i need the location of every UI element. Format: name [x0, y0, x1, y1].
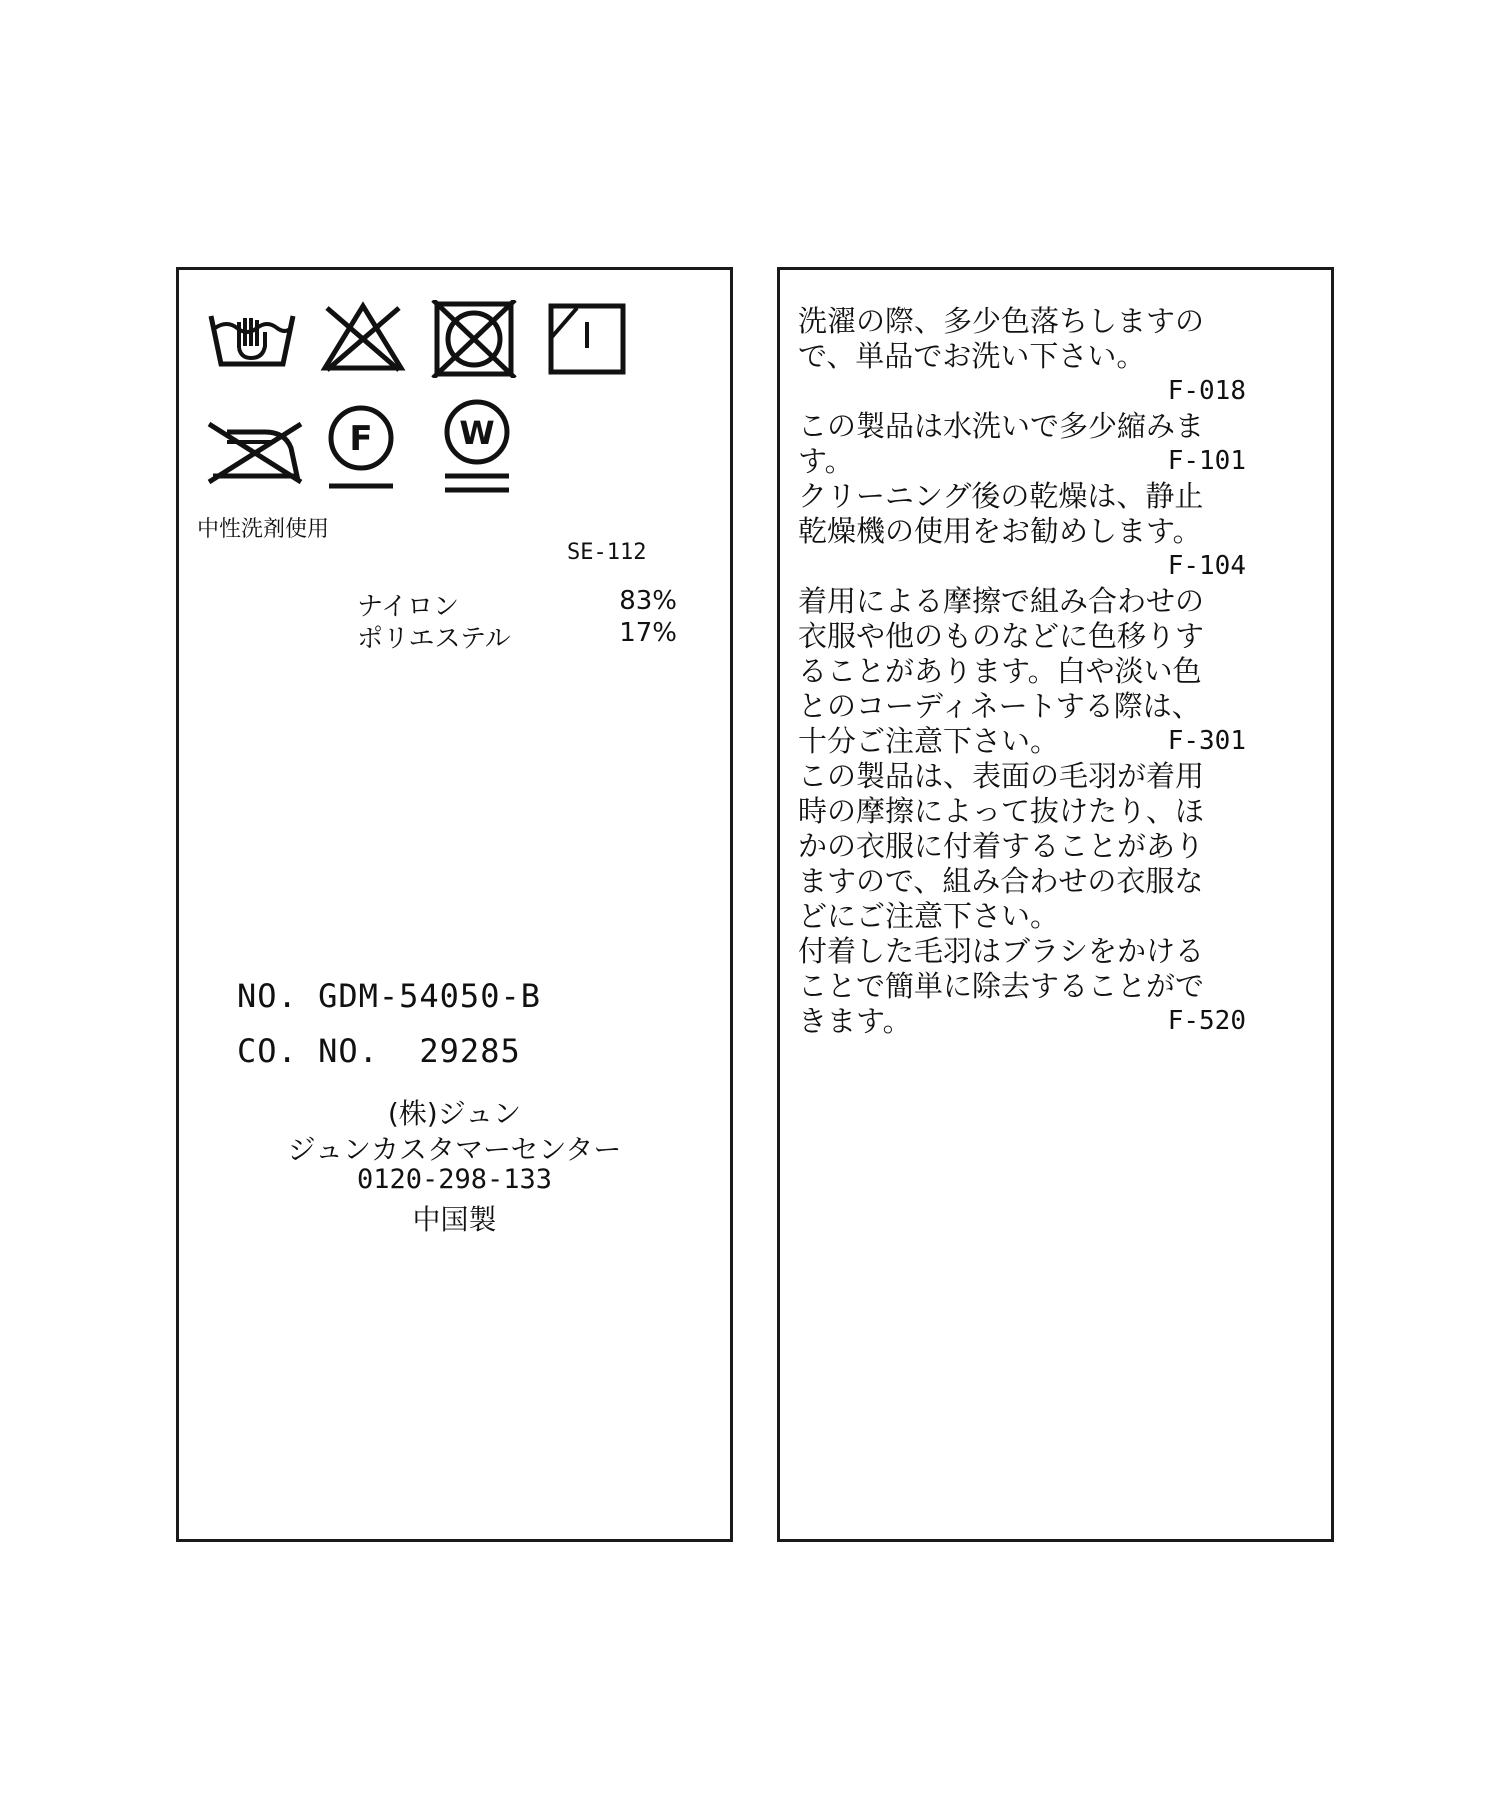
care-note-line: どにご注意下さい。	[798, 899, 1060, 933]
no-bleach-icon	[319, 300, 407, 374]
care-note-block	[798, 409, 1246, 479]
care-note-line: 時の摩擦によって抜けたり、ほ	[798, 794, 1205, 828]
care-label-right	[777, 267, 1334, 1542]
wet-clean-letter: W	[459, 414, 495, 452]
care-note-code: F-520	[1167, 1006, 1246, 1036]
no-tumble-dry-icon	[431, 300, 517, 378]
care-note-block	[798, 584, 1246, 759]
se-code: SE-112	[567, 540, 647, 565]
dry-clean-letter: F	[349, 419, 373, 459]
no-iron-icon	[207, 420, 303, 484]
fiber-row	[357, 618, 677, 655]
care-note-code: F-018	[1167, 376, 1246, 406]
care-note-line: で、単品でお洗い下さい。	[798, 339, 1146, 373]
dry-clean-f-icon	[325, 402, 397, 492]
care-note-line: 衣服や他のものなどに色移りす	[798, 619, 1205, 653]
fiber-percent: 83%	[619, 586, 677, 616]
fiber-percent: 17%	[619, 618, 677, 648]
care-note-line: この製品は、表面の毛羽が着用	[798, 759, 1205, 793]
care-note-line: ますので、組み合わせの衣服な	[798, 864, 1204, 898]
care-note-block	[798, 304, 1246, 409]
care-note-code: F-301	[1167, 726, 1246, 756]
wet-clean-w-icon	[441, 396, 513, 496]
care-note-code: F-104	[1167, 551, 1246, 581]
line-dry-shade-icon	[547, 302, 627, 376]
country-of-origin: 中国製	[412, 1203, 497, 1236]
product-number: NO. GDM-54050-B	[237, 977, 541, 1015]
fiber-name: ナイロン	[357, 592, 460, 622]
care-note-line: 着用による摩擦で組み合わせの	[798, 584, 1205, 618]
care-note-line: ることがあります。白や淡い色	[798, 654, 1202, 688]
phone-number: 0120-298-133	[356, 1164, 553, 1195]
care-note-line: 洗濯の際、多少色落ちしますの	[798, 304, 1205, 338]
care-note-line	[798, 444, 1246, 479]
care-note-code: F-101	[1167, 446, 1246, 476]
care-note-line: とのコーディネートする際は、	[798, 689, 1201, 723]
fiber-name: ポリエステル	[357, 624, 511, 654]
care-note-line	[798, 724, 1246, 759]
co-number: CO. NO. 29285	[237, 1032, 521, 1070]
care-note-line: この製品は水洗いで多少縮みま	[798, 409, 1205, 443]
hand-wash-40-icon	[207, 302, 297, 372]
company-name: (株)ジュン	[387, 1097, 522, 1130]
care-note-line: 付着した毛羽はブラシをかける	[798, 934, 1205, 968]
care-note-line: かの衣服に付着することがあり	[798, 829, 1205, 863]
care-note-block	[798, 759, 1246, 1039]
care-note-block	[798, 479, 1246, 584]
care-note-line: ことで簡単に除去することがで	[798, 969, 1205, 1003]
customer-center: ジュンカスタマーセンター	[287, 1133, 622, 1166]
care-note-text: す。	[798, 444, 854, 478]
care-note-line	[798, 1004, 1246, 1039]
care-note-line: 乾燥機の使用をお勧めします。	[798, 514, 1202, 548]
care-note-line: クリーニング後の乾燥は、静止	[798, 479, 1204, 513]
care-label-left	[176, 267, 733, 1542]
care-note-text: 十分ご注意下さい。	[798, 724, 1060, 758]
care-note-text: きます。	[798, 1004, 912, 1038]
detergent-note: 中性洗剤使用	[197, 517, 330, 542]
